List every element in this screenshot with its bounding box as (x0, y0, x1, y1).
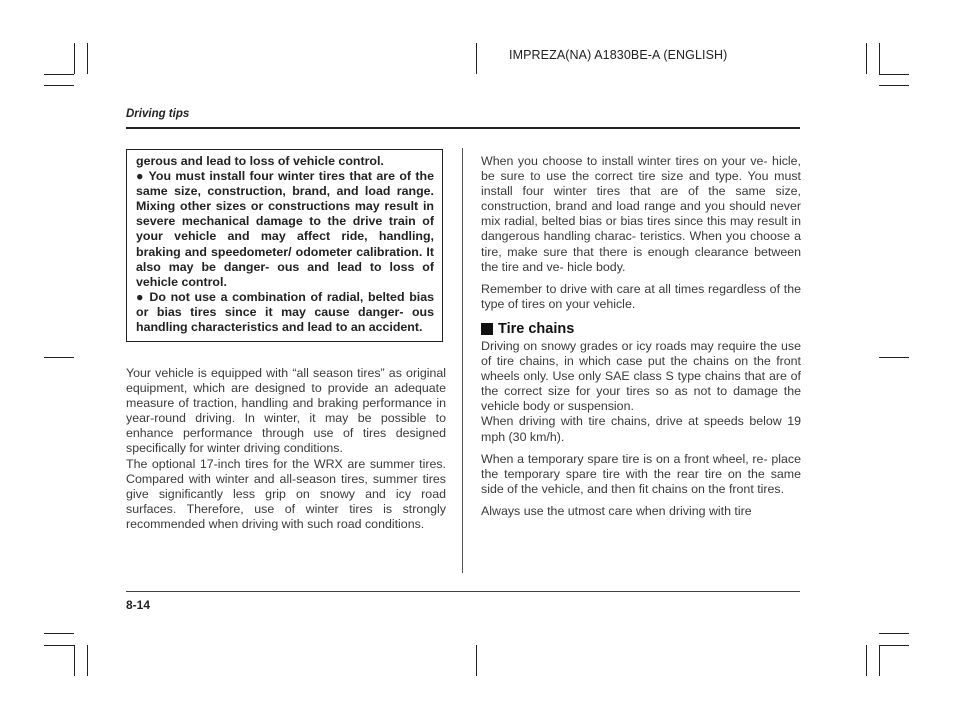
body-paragraph: Always use the utmost care when driving with tire (481, 503, 752, 518)
document-code: IMPREZA(NA) A1830BE-A (ENGLISH) (509, 48, 728, 62)
page-number: 8-14 (126, 598, 151, 612)
crop-mark (74, 43, 75, 74)
crop-mark (879, 357, 909, 358)
crop-mark (44, 645, 74, 646)
crop-mark (866, 43, 867, 74)
crop-mark (44, 74, 74, 75)
crop-mark (44, 633, 74, 634)
crop-mark (866, 645, 867, 676)
crop-mark (44, 85, 74, 86)
body-paragraph: When a temporary spare tire is on a front wheel, re- place the temporary spare tire with the rear tire on the same side of the vehicle, and then fit chains on the front tires. (481, 451, 801, 496)
crop-mark (476, 43, 477, 74)
right-column (481, 154, 801, 519)
warning-paragraph: ● You must install four winter tires that are of the same size, construction, brand, and load range. Mixing other sizes or constructions may result in severe mechanical damage to the drive train of your vehicle and may affect ride, handling, braking and speedometer/ odometer calibration. It also may be danger- ous and lead to loss of vehicle control. (136, 169, 434, 289)
crop-mark (44, 357, 74, 358)
crop-mark (879, 43, 880, 74)
body-paragraph: The optional 17-inch tires for the WRX are summer tires. Compared with winter and all-season tires, summer tires give significantly less grip on snowy and icy road surfaces. Therefore, use of winter tires is strongly recommended when driving with such road conditions. (126, 456, 446, 531)
crop-mark (879, 645, 909, 646)
warning-paragraph: gerous and lead to loss of vehicle control. (136, 154, 384, 168)
crop-mark (87, 43, 88, 74)
body-paragraph: When driving with tire chains, drive at speeds below 19 mph (30 km/h). (481, 414, 801, 444)
header-divider (126, 127, 800, 129)
body-paragraph: Remember to drive with care at all times regardless of the type of tires on your vehicle. (481, 281, 801, 311)
square-bullet-icon (481, 323, 493, 335)
crop-mark (879, 85, 909, 86)
crop-mark (74, 645, 75, 676)
column-divider (462, 148, 463, 573)
crop-mark (879, 645, 880, 676)
section-heading (481, 320, 801, 338)
section-label: Driving tips (126, 108, 190, 120)
body-paragraph: Driving on snowy grades or icy roads may require the use of tire chains, in which case put the chains on the front wheels only. Use only SAE class S type chains that are of the correct size for your tires so as not to damage the vehicle body or suspension. (481, 338, 801, 414)
crop-mark (87, 645, 88, 676)
footer-divider (126, 591, 800, 592)
section-heading-text: Tire chains (498, 320, 575, 337)
body-paragraph: Your vehicle is equipped with “all season tires” as original equipment, which are designed to provide an adequate measure of traction, handling and braking performance in year-round driving. In winter, it may be possible to enhance performance through use of tires designed specifically for winter driving conditions. (126, 366, 446, 456)
left-column (126, 366, 446, 532)
crop-mark (476, 645, 477, 676)
body-paragraph: When you choose to install winter tires on your ve- hicle, be sure to use the correct tire size and type. You must install four winter tires that are of the same size, construction, brand and load range and you should never mix radial, belted bias or bias tires since this may result in dangerous handling charac- teristics. When you choose a tire, make sure that there is enough clearance between the tire and ve- hicle body. (481, 154, 801, 274)
crop-mark (879, 74, 909, 75)
warning-box (126, 149, 443, 342)
crop-mark (879, 633, 909, 634)
warning-paragraph: ● Do not use a combination of radial, belted bias or bias tires since it may cause danger- ous handling characteristics and lead to an accident. (136, 289, 434, 335)
